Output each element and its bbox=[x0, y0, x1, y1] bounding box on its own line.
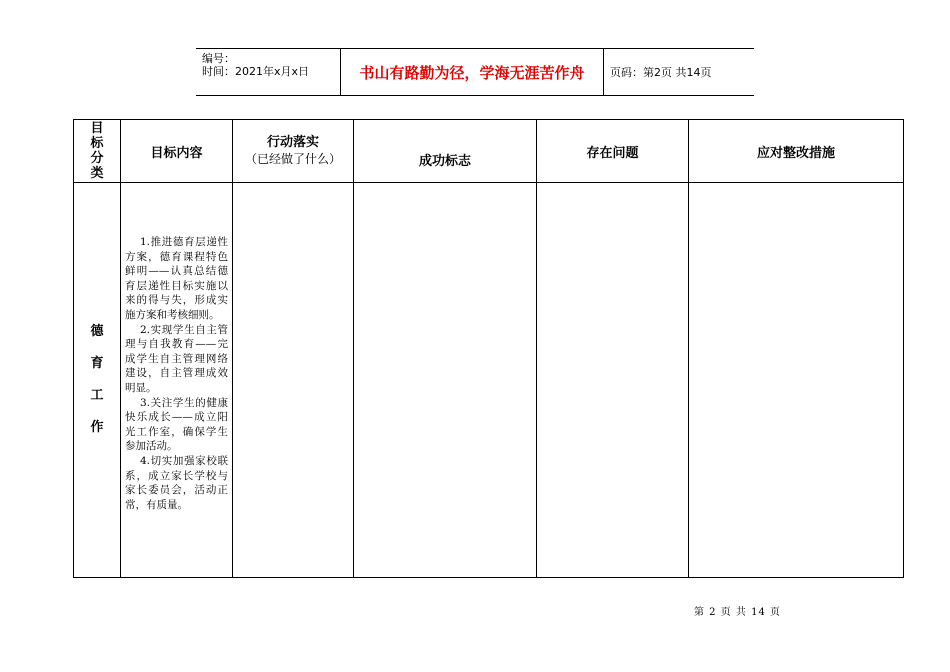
header-action-title: 行动落实 bbox=[266, 135, 319, 150]
header-measures: 应对整改措施 bbox=[689, 120, 904, 183]
document-date-label: 时间：2021年x月x日 bbox=[202, 65, 310, 78]
goal-content-cell bbox=[121, 183, 233, 578]
goal-item: 2.实现学生自主管理与自我教育——完成学生自主管理网络建设，自主管理成效明显。 bbox=[125, 323, 228, 394]
header-motto: 书山有路勤为径，学海无涯苦作舟 bbox=[340, 49, 604, 95]
table-row bbox=[74, 183, 904, 578]
measures-cell bbox=[689, 183, 904, 578]
goal-item: 3.关注学生的健康快乐成长——成立阳光工作室，确保学生参加活动。 bbox=[125, 396, 228, 453]
header-action-subtitle: （已经做了什么） bbox=[244, 152, 341, 166]
page-header bbox=[196, 48, 754, 96]
success-mark-cell bbox=[354, 183, 537, 578]
header-category-char: 类 bbox=[90, 166, 104, 181]
category-char: 作 bbox=[90, 420, 104, 435]
table-header-row bbox=[74, 120, 904, 183]
header-page-label: 页码：第2页 共14页 bbox=[610, 66, 712, 79]
header-goal-category bbox=[74, 120, 121, 183]
goal-table bbox=[73, 119, 904, 578]
category-char: 德 bbox=[90, 324, 104, 339]
header-meta bbox=[196, 49, 340, 95]
header-success-mark: 成功标志 bbox=[354, 120, 537, 183]
action-cell bbox=[233, 183, 354, 578]
category-char: 育 bbox=[90, 356, 104, 371]
goal-item: 1.推进德育层递性方案，德育课程特色鲜明——认真总结德育层递性目标实施以来的得与失，形成实施方案和考核细则。 bbox=[125, 236, 228, 321]
header-action bbox=[233, 120, 354, 183]
header-category-char: 分 bbox=[90, 151, 104, 166]
header-problems: 存在问题 bbox=[537, 120, 689, 183]
header-goal-content: 目标内容 bbox=[121, 120, 233, 183]
header-category-char: 目 bbox=[90, 121, 104, 136]
document-number-label: 编号： bbox=[202, 52, 235, 65]
goal-item: 4.切实加强家校联系，成立家长学校与家长委员会，活动正常，有质量。 bbox=[125, 454, 228, 511]
problems-cell bbox=[537, 183, 689, 578]
category-char: 工 bbox=[90, 388, 104, 403]
category-cell bbox=[74, 183, 121, 578]
header-category-char: 标 bbox=[90, 136, 104, 151]
footer-page-number: 第 2 页 共 14 页 bbox=[694, 607, 781, 618]
